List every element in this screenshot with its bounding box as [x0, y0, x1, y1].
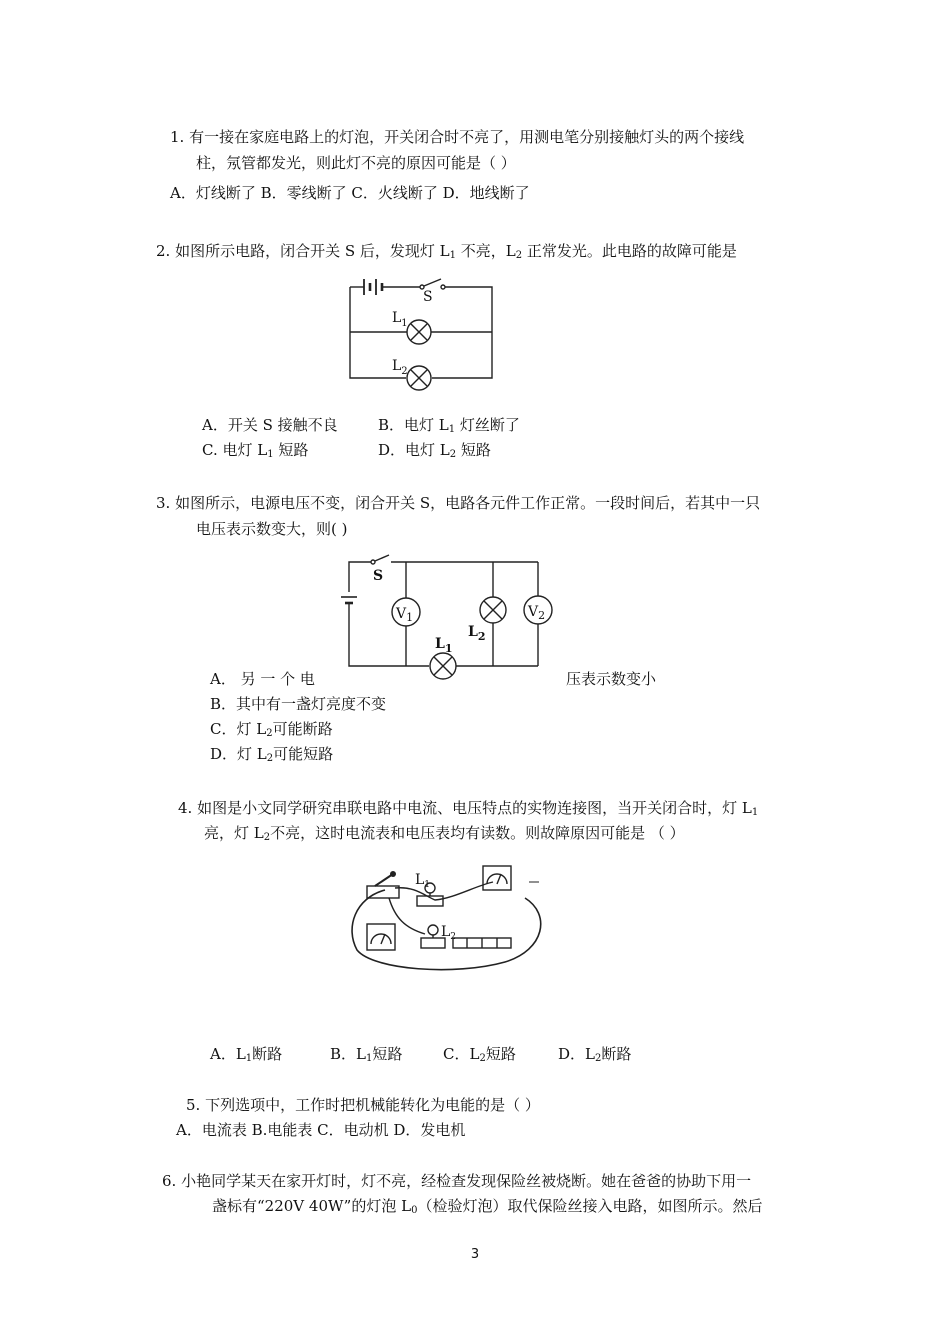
q2-circuit-diagram [340, 270, 500, 385]
q3-circuit-diagram [335, 552, 550, 687]
page-number: 3 [470, 1247, 480, 1262]
q4-stem-line2: 亮，灯 $L_2$不亮，这时电流表和电压表均有读数。则故障原因可能是 （ ） [204, 824, 685, 843]
q2-option-a: A．开关 S 接触不良 [202, 416, 338, 434]
voltmeter-v2-icon [524, 596, 552, 624]
q2-stem: 2. 如图所示电路，闭合开关 S 后，发现灯 $L_1$ 不亮，$L_2$ 正常发光。此电路的故障可能是 [156, 242, 737, 261]
switch-icon [371, 555, 389, 564]
svg-text:V1: $V_1$ [396, 606, 414, 624]
q2-option-c: C. 电灯 $L_1$ 短路 [202, 441, 309, 460]
q3-option-c: C．灯 $L_2$可能断路 [210, 720, 333, 739]
lamp-l2-label: $L_2$ [468, 624, 486, 643]
lamp-l2-label: $L_2$ [392, 358, 408, 377]
q5-stem: 5. 下列选项中，工作时把机械能转化为电能的是（ ） [186, 1096, 540, 1114]
ammeter-icon [483, 866, 511, 890]
svg-text:L2: $L_2$ [441, 924, 457, 942]
switch-icon [420, 279, 445, 289]
q6-stem-line1: 6. 小艳同学某天在家开灯时，灯不亮，经检查发现保险丝被烧断。她在爸爸的协助下用一 [162, 1172, 752, 1190]
lamp-l2-icon [480, 597, 506, 623]
q3-option-a-right: 压表示数变小 [566, 670, 657, 688]
q3-option-a-left: A． 另 一 个 电 [210, 670, 315, 688]
lamp-l1-icon [407, 320, 431, 344]
q4-option-b: B．$L_1$短路 [330, 1045, 403, 1064]
q4-stem-line1: 4. 如图是小文同学研究串联电路中电流、电压特点的实物连接图，当开关闭合时，灯 $L_1$ [178, 799, 759, 818]
q3-stem-line2: 电压表示数变大，则( ) [196, 520, 348, 538]
lamp-l1-label: $L_1$ [435, 636, 453, 655]
q6-stem-line2: 盏标有“220V 40W”的灯泡 $L_0$（检验灯泡）取代保险丝接入电路，如图所示。然后 [212, 1197, 763, 1216]
battery-pack-icon [453, 938, 511, 948]
lamp-l1-icon [430, 653, 456, 679]
q1-stem-line1: 1. 有一接在家庭电路上的灯泡，开关闭合时不亮了，用测电笔分别接触灯头的两个接线 [170, 128, 745, 146]
voltmeter-icon [367, 924, 395, 950]
q4-physical-circuit-figure [345, 858, 545, 973]
q5-options: A．电流表 B.电能表 C．电动机 D．发电机 [176, 1121, 466, 1139]
battery-icon [364, 279, 382, 295]
q4-option-c: C．$L_2$短路 [443, 1045, 516, 1064]
lamp-l2-icon [406, 365, 432, 391]
q4-option-a: A．$L_1$断路 [210, 1045, 283, 1064]
q3-option-d: D．灯 $L_2$可能短路 [210, 745, 334, 764]
q3-stem-line1: 3. 如图所示，电源电压不变，闭合开关 S，电路各元件工作正常。一段时间后，若其中一只 [156, 494, 761, 512]
q1-stem-line2: 柱，氖管都发光，则此灯不亮的原因可能是（ ） [196, 154, 516, 172]
q4-option-d: D．$L_2$断路 [558, 1045, 632, 1064]
voltmeter-v1-icon [392, 598, 420, 626]
q3-option-b: B．其中有一盏灯亮度不变 [210, 695, 387, 713]
q1-options: A．灯线断了 B．零线断了 C．火线断了 D．地线断了 [170, 184, 530, 202]
battery-icon [341, 597, 357, 603]
svg-text:V2: $V_2$ [528, 604, 546, 622]
q2-option-d: D．电灯 $L_2$ 短路 [378, 441, 491, 460]
switch-label: S [373, 568, 384, 584]
q2-option-b: B．电灯 $L_1$ 灯丝断了 [378, 416, 520, 435]
switch-icon [367, 871, 399, 898]
switch-label: S [423, 289, 433, 305]
svg-text:L1: $L_1$ [415, 872, 431, 890]
lamp-l1-label: $L_1$ [392, 310, 408, 329]
